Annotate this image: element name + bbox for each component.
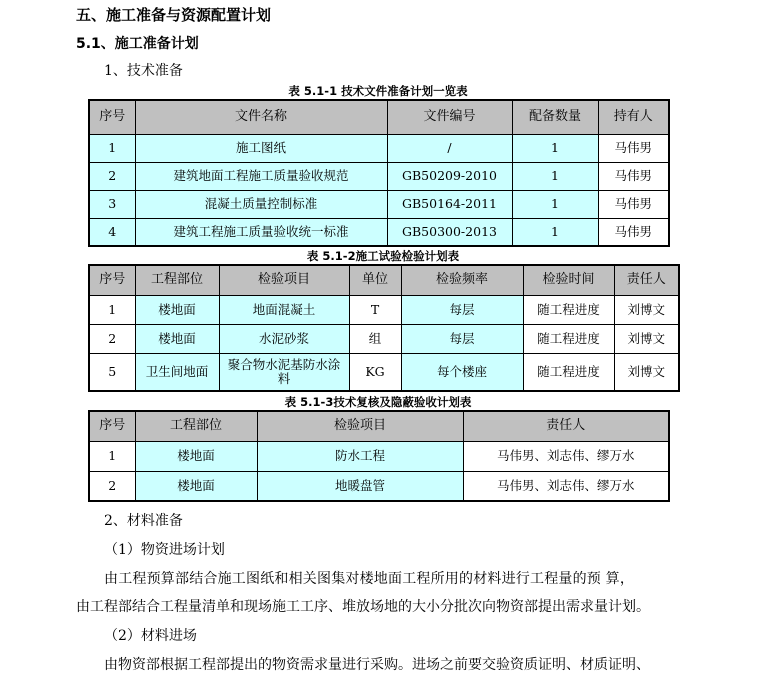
table-cell: 刘博文 [614, 324, 679, 353]
table-header-row [89, 100, 669, 134]
table-row [89, 471, 669, 501]
table-cell: 随工程进度 [523, 295, 614, 324]
table-cell: 楼地面 [135, 441, 257, 471]
col-header: 责任人 [614, 265, 679, 295]
col-header: 检验项目 [219, 265, 349, 295]
table-cell: 施工图纸 [135, 134, 387, 162]
item-heading: （1）物资进场计划 [104, 542, 225, 558]
table-cell: 建筑工程施工质量验收统一标准 [135, 218, 387, 246]
table-cell: 2 [89, 471, 135, 501]
table-header-row [89, 411, 669, 441]
table-row [89, 190, 669, 218]
test-plan-table [88, 264, 680, 392]
table-row [89, 218, 669, 246]
table-cell: 1 [512, 218, 598, 246]
col-header: 单位 [349, 265, 401, 295]
table-cell: 马伟男、刘志伟、缪万水 [463, 441, 669, 471]
col-header: 责任人 [463, 411, 669, 441]
table-cell: 马伟男 [598, 218, 669, 246]
table-cell: 地暖盘管 [257, 471, 463, 501]
col-header: 检验频率 [401, 265, 523, 295]
table-cell: 每个楼座 [401, 353, 523, 391]
col-header: 工程部位 [135, 411, 257, 441]
table-cell: 1 [89, 134, 135, 162]
table-cell: 组 [349, 324, 401, 353]
paragraph-line: 由工程预算部结合施工图纸和相关图集对楼地面工程所用的材料进行工程量的预 算， [104, 571, 635, 587]
table3-caption: 表 5.1-3技术复核及隐蔽验收计划表 [284, 395, 472, 409]
table-cell: 楼地面 [135, 295, 219, 324]
col-header: 序号 [89, 100, 135, 134]
item-heading: （2）材料进场 [104, 628, 197, 644]
table-cell: 马伟男 [598, 162, 669, 190]
table-cell: 刘博文 [614, 295, 679, 324]
paragraph-line: 由工程部结合工程量清单和现场施工工序、堆放场地的大小分批次向物资部提出需求量计划。 [76, 599, 650, 615]
table-cell: 1 [89, 441, 135, 471]
table-cell: 1 [512, 162, 598, 190]
subsection-heading: 5.1、施工准备计划 [76, 36, 199, 52]
paragraph-line: 由物资部根据工程部提出的物资需求量进行采购。进场之前要交验资质证明、材质证明、 [104, 657, 650, 673]
table-cell: 1 [89, 295, 135, 324]
review-plan-table [88, 410, 670, 502]
table-row [89, 441, 669, 471]
table-cell: 随工程进度 [523, 324, 614, 353]
table-cell: 1 [512, 134, 598, 162]
col-header: 文件编号 [387, 100, 512, 134]
col-header: 序号 [89, 265, 135, 295]
table-cell: 建筑地面工程施工质量验收规范 [135, 162, 387, 190]
table-cell: 刘博文 [614, 353, 679, 391]
table-cell: 5 [89, 353, 135, 391]
table-cell: GB50164-2011 [387, 190, 512, 218]
table-cell: 每层 [401, 295, 523, 324]
table1-caption: 表 5.1-1 技术文件准备计划一览表 [288, 84, 468, 98]
table-cell: 2 [89, 162, 135, 190]
table-cell: 混凝土质量控制标准 [135, 190, 387, 218]
table2-caption: 表 5.1-2施工试验检验计划表 [306, 249, 460, 263]
section-heading: 五、施工准备与资源配置计划 [76, 6, 272, 24]
table-cell: 聚合物水泥基防水涂料 [219, 353, 349, 391]
table-row [89, 324, 679, 353]
table-row [89, 162, 669, 190]
col-header: 工程部位 [135, 265, 219, 295]
table-cell: 随工程进度 [523, 353, 614, 391]
table-row [89, 134, 669, 162]
col-header: 检验时间 [523, 265, 614, 295]
table-cell: GB50300-2013 [387, 218, 512, 246]
table-cell: 防水工程 [257, 441, 463, 471]
table-cell: 每层 [401, 324, 523, 353]
table-cell: 马伟男 [598, 190, 669, 218]
table-cell: 1 [512, 190, 598, 218]
table-row [89, 353, 679, 391]
table-cell: 2 [89, 324, 135, 353]
col-header: 文件名称 [135, 100, 387, 134]
table-cell: 楼地面 [135, 324, 219, 353]
table-header-row [89, 265, 679, 295]
col-header: 序号 [89, 411, 135, 441]
col-header: 检验项目 [257, 411, 463, 441]
table-row [89, 295, 679, 324]
table-cell: 4 [89, 218, 135, 246]
table-cell: GB50209-2010 [387, 162, 512, 190]
table-cell: KG [349, 353, 401, 391]
table-cell: 马伟男、刘志伟、缪万水 [463, 471, 669, 501]
table-cell: 楼地面 [135, 471, 257, 501]
col-header: 持有人 [598, 100, 669, 134]
table-cell: 3 [89, 190, 135, 218]
col-header: 配备数量 [512, 100, 598, 134]
table-cell: 地面混凝土 [219, 295, 349, 324]
table-cell: 水泥砂浆 [219, 324, 349, 353]
tech-prep-heading: 1、技术准备 [104, 63, 183, 79]
table-cell: 卫生间地面 [135, 353, 219, 391]
table-cell: / [387, 134, 512, 162]
material-prep-heading: 2、材料准备 [104, 513, 183, 529]
table-cell: 马伟男 [598, 134, 669, 162]
table-cell: T [349, 295, 401, 324]
tech-docs-table [88, 99, 670, 247]
